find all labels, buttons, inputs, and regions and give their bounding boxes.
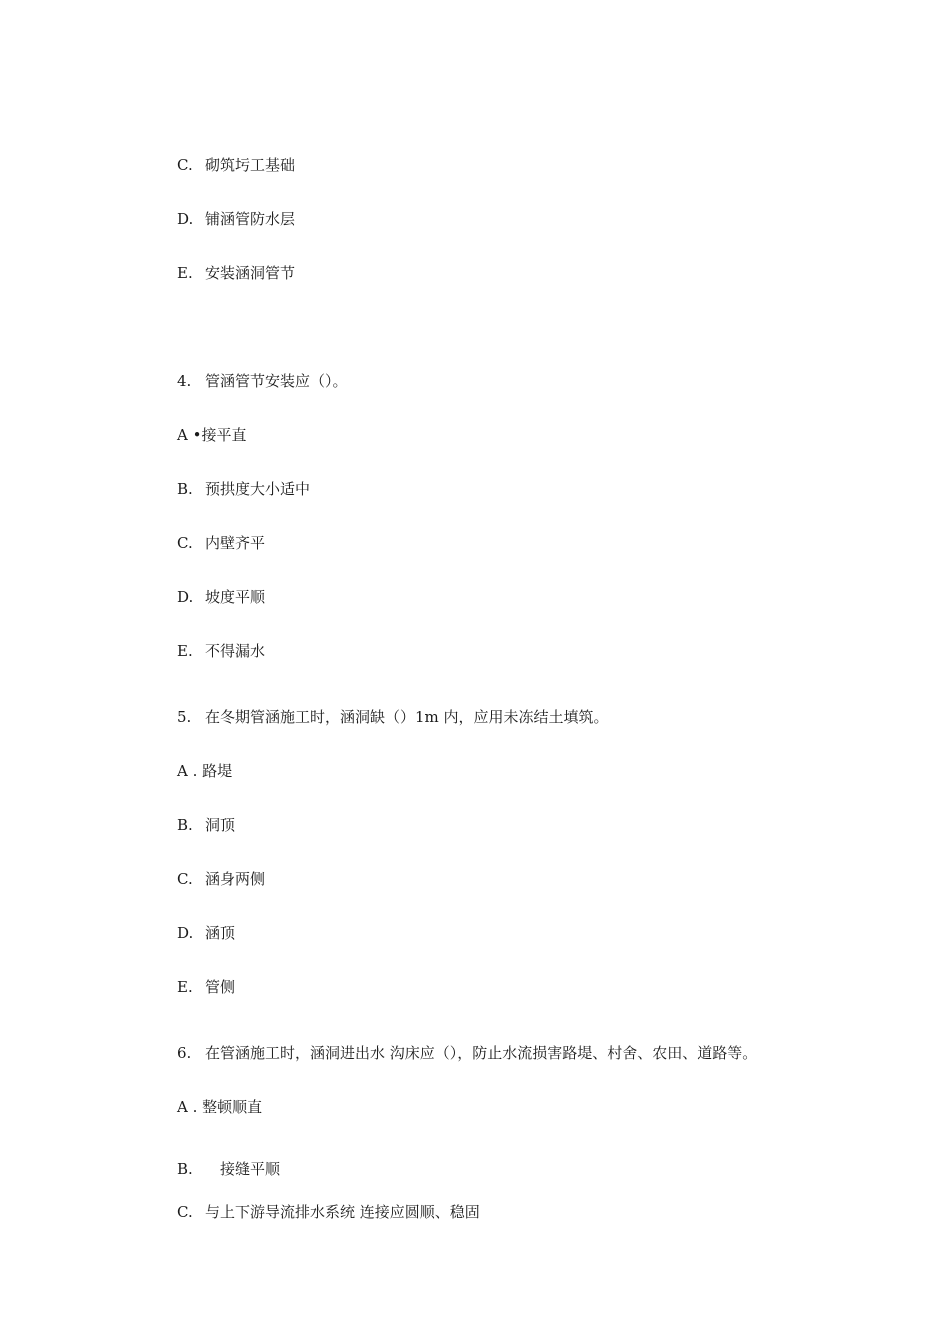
- option-label: E.: [177, 978, 193, 996]
- option-text: 安装涵洞管节: [205, 264, 296, 282]
- q6-stem: [177, 1043, 757, 1063]
- option-label: C.: [177, 156, 193, 174]
- option-text: 涵顶: [205, 924, 236, 942]
- option-label: C.: [177, 870, 193, 888]
- question-number: 6.: [177, 1044, 192, 1062]
- question-number: 4.: [177, 372, 192, 390]
- q4-option-e: [177, 641, 265, 661]
- question-text: 在冬期管涵施工时，涵洞缺（）1m 内，应用未冻结土填筑。: [205, 708, 609, 726]
- q6-option-c: [177, 1202, 480, 1222]
- q5-option-d: [177, 923, 235, 943]
- question-number: 5.: [177, 708, 192, 726]
- q3-option-c: [177, 155, 295, 175]
- option-text: 铺涵管防水层: [205, 210, 296, 228]
- option-label: C.: [177, 534, 193, 552]
- option-text: 坡度平顺: [205, 588, 266, 606]
- question-text: 在管涵施工时，涵洞进出水 沟床应（），防止水流损害路堤、村舍、农田、道路等。: [205, 1044, 758, 1062]
- q5-option-b: [177, 815, 235, 835]
- option-text: 不得漏水: [205, 642, 266, 660]
- option-label: D.: [177, 588, 194, 606]
- q3-option-d: [177, 209, 295, 229]
- option-label: D.: [177, 210, 194, 228]
- q5-option-c: [177, 869, 265, 889]
- question-text: 管涵管节安装应（）。: [205, 372, 348, 390]
- option-text: 内壁齐平: [205, 534, 266, 552]
- q5-stem: [177, 707, 609, 727]
- q5-option-e: [177, 977, 235, 997]
- option-text: 涵身两侧: [205, 870, 266, 888]
- q3-option-e: [177, 263, 295, 283]
- q4-stem: [177, 371, 348, 391]
- option-label: B.: [177, 480, 193, 498]
- q4-option-a: [177, 425, 246, 445]
- q4-option-b: [177, 479, 310, 499]
- option-text: A •接平直: [177, 426, 247, 444]
- option-text: 砌筑圬工基础: [205, 156, 296, 174]
- option-text: 洞顶: [205, 816, 236, 834]
- option-label: C.: [177, 1203, 193, 1221]
- q5-option-a: [177, 761, 232, 781]
- option-text: A . 整顿顺直: [177, 1098, 263, 1116]
- option-text: 接缝平顺: [220, 1160, 281, 1178]
- option-label: B.: [177, 1160, 193, 1178]
- option-label: B.: [177, 816, 193, 834]
- q4-option-d: [177, 587, 265, 607]
- q6-option-a: [177, 1097, 262, 1117]
- option-text: 预拱度大小适中: [205, 480, 311, 498]
- option-label: E.: [177, 642, 193, 660]
- option-text: A . 路堤: [177, 762, 233, 780]
- option-text: 与上下游导流排水系统 连接应圆顺、稳固: [205, 1203, 480, 1221]
- q4-option-c: [177, 533, 265, 553]
- option-label: D.: [177, 924, 194, 942]
- option-text: 管侧: [205, 978, 236, 996]
- option-label: E.: [177, 264, 193, 282]
- q6-option-b: [177, 1159, 280, 1179]
